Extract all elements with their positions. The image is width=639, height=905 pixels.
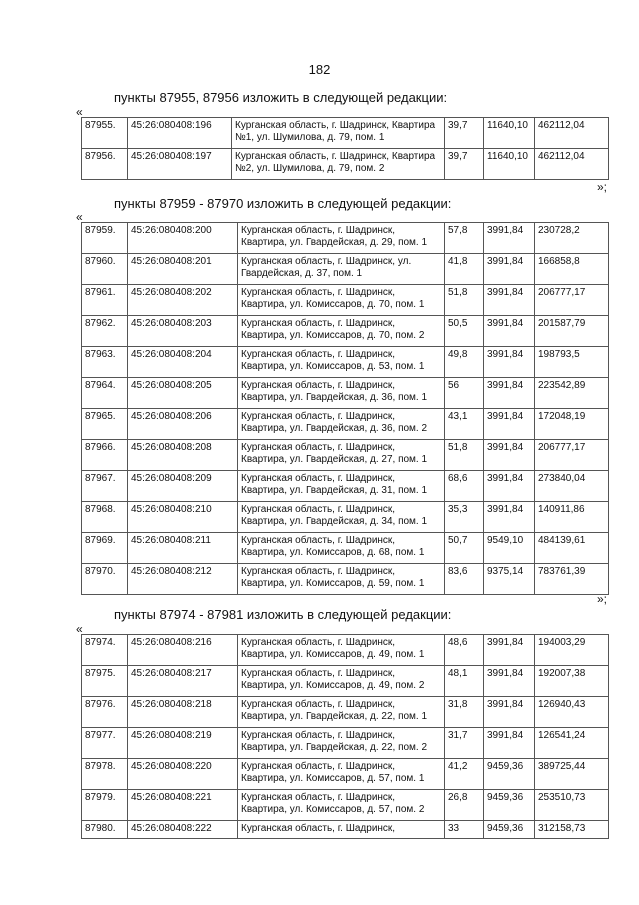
page-number: 182 — [308, 62, 331, 77]
table-row — [82, 666, 609, 697]
address-cell: Курганская область, г. Шадринск, Квартира, ул. Гвардейская, д. 31, пом. 1 — [238, 471, 445, 502]
cadastral-number-cell: 45:26:080408:200 — [128, 223, 238, 254]
cadastral-value-cell: 462112,04 — [535, 149, 609, 180]
cadastral-value-cell: 126541,24 — [535, 728, 609, 759]
cadastral-number-cell: 45:26:080408:220 — [128, 759, 238, 790]
area-cell: 56 — [445, 378, 484, 409]
address-cell: Курганская область, г. Шадринск, Квартира, ул. Гвардейская, д. 22, пом. 1 — [238, 697, 445, 728]
area-cell: 48,6 — [445, 635, 484, 666]
row-number-cell: 87975. — [82, 666, 128, 697]
row-number-cell: 87964. — [82, 378, 128, 409]
cadastral-value-cell: 172048,19 — [535, 409, 609, 440]
row-number-cell: 87979. — [82, 790, 128, 821]
cadastral-number-cell: 45:26:080408:221 — [128, 790, 238, 821]
row-number-cell: 87959. — [82, 223, 128, 254]
area-cell: 68,6 — [445, 471, 484, 502]
table-row — [82, 285, 609, 316]
area-cell: 49,8 — [445, 347, 484, 378]
row-number-cell: 87969. — [82, 533, 128, 564]
area-cell: 43,1 — [445, 409, 484, 440]
area-cell: 26,8 — [445, 790, 484, 821]
cadastral-value-per-unit-cell: 3991,84 — [484, 697, 535, 728]
row-number-cell: 87966. — [82, 440, 128, 471]
table-row — [82, 378, 609, 409]
table-row — [82, 564, 609, 595]
address-cell: Курганская область, г. Шадринск, Квартира, ул. Комиссаров, д. 59, пом. 1 — [238, 564, 445, 595]
table-row — [82, 149, 609, 180]
row-number-cell: 87961. — [82, 285, 128, 316]
area-cell: 35,3 — [445, 502, 484, 533]
cadastral-value-cell: 484139,61 — [535, 533, 609, 564]
cadastral-value-per-unit-cell: 3991,84 — [484, 285, 535, 316]
cadastral-value-cell: 783761,39 — [535, 564, 609, 595]
row-number-cell: 87968. — [82, 502, 128, 533]
address-cell: Курганская область, г. Шадринск, — [238, 821, 445, 839]
cadastral-value-cell: 194003,29 — [535, 635, 609, 666]
row-number-cell: 87960. — [82, 254, 128, 285]
cadastral-value-cell: 253510,73 — [535, 790, 609, 821]
table-row — [82, 254, 609, 285]
cadastral-value-per-unit-cell: 3991,84 — [484, 635, 535, 666]
address-cell: Курганская область, г. Шадринск, Квартира, ул. Комиссаров, д. 68, пом. 1 — [238, 533, 445, 564]
address-cell: Курганская область, г. Шадринск, Квартира, ул. Гвардейская, д. 34, пом. 1 — [238, 502, 445, 533]
cadastral-value-cell: 206777,17 — [535, 440, 609, 471]
cadastral-value-per-unit-cell: 9459,36 — [484, 821, 535, 839]
row-number-cell: 87962. — [82, 316, 128, 347]
cadastral-value-cell: 201587,79 — [535, 316, 609, 347]
area-cell: 31,8 — [445, 697, 484, 728]
area-cell: 41,2 — [445, 759, 484, 790]
cadastral-value-per-unit-cell: 3991,84 — [484, 440, 535, 471]
cadastral-number-cell: 45:26:080408:203 — [128, 316, 238, 347]
cadastral-value-cell: 389725,44 — [535, 759, 609, 790]
table-row — [82, 697, 609, 728]
area-cell: 39,7 — [445, 118, 484, 149]
area-cell: 41,8 — [445, 254, 484, 285]
table-row — [82, 118, 609, 149]
area-cell: 51,8 — [445, 440, 484, 471]
cadastral-value-cell: 140911,86 — [535, 502, 609, 533]
section-heading: пункты 87959 - 87970 изложить в следующей редакции: — [114, 196, 452, 211]
area-cell: 39,7 — [445, 149, 484, 180]
table-row — [82, 409, 609, 440]
table-row — [82, 790, 609, 821]
row-number-cell: 87976. — [82, 697, 128, 728]
address-cell: Курганская область, г. Шадринск, Квартира, ул. Гвардейская, д. 36, пом. 1 — [238, 378, 445, 409]
cadastral-number-cell: 45:26:080408:204 — [128, 347, 238, 378]
data-table — [81, 634, 609, 839]
table-row — [82, 347, 609, 378]
address-cell: Курганская область, г. Шадринск, Квартира, ул. Комиссаров, д. 57, пом. 1 — [238, 759, 445, 790]
cadastral-value-per-unit-cell: 9549,10 — [484, 533, 535, 564]
cadastral-value-per-unit-cell: 3991,84 — [484, 666, 535, 697]
address-cell: Курганская область, г. Шадринск, Квартира, ул. Гвардейская, д. 36, пом. 2 — [238, 409, 445, 440]
address-cell: Курганская область, г. Шадринск, Квартира №1, ул. Шумилова, д. 79, пом. 1 — [232, 118, 445, 149]
cadastral-number-cell: 45:26:080408:208 — [128, 440, 238, 471]
cadastral-value-cell: 312158,73 — [535, 821, 609, 839]
cadastral-value-per-unit-cell: 11640,10 — [484, 149, 535, 180]
address-cell: Курганская область, г. Шадринск, Квартира, ул. Гвардейская, д. 29, пом. 1 — [238, 223, 445, 254]
cadastral-number-cell: 45:26:080408:206 — [128, 409, 238, 440]
cadastral-value-per-unit-cell: 9459,36 — [484, 790, 535, 821]
cadastral-value-cell: 126940,43 — [535, 697, 609, 728]
address-cell: Курганская область, г. Шадринск, ул. Гвардейская, д. 37, пом. 1 — [238, 254, 445, 285]
cadastral-value-per-unit-cell: 3991,84 — [484, 728, 535, 759]
cadastral-number-cell: 45:26:080408:202 — [128, 285, 238, 316]
cadastral-value-per-unit-cell: 3991,84 — [484, 409, 535, 440]
address-cell: Курганская область, г. Шадринск, Квартира, ул. Комиссаров, д. 70, пом. 2 — [238, 316, 445, 347]
row-number-cell: 87980. — [82, 821, 128, 839]
cadastral-number-cell: 45:26:080408:201 — [128, 254, 238, 285]
table-row — [82, 471, 609, 502]
row-number-cell: 87955. — [82, 118, 128, 149]
cadastral-number-cell: 45:26:080408:217 — [128, 666, 238, 697]
table-row — [82, 759, 609, 790]
table-row — [82, 316, 609, 347]
address-cell: Курганская область, г. Шадринск, Квартира, ул. Комиссаров, д. 49, пом. 1 — [238, 635, 445, 666]
cadastral-number-cell: 45:26:080408:212 — [128, 564, 238, 595]
address-cell: Курганская область, г. Шадринск, Квартира, ул. Гвардейская, д. 27, пом. 1 — [238, 440, 445, 471]
row-number-cell: 87978. — [82, 759, 128, 790]
area-cell: 57,8 — [445, 223, 484, 254]
cadastral-value-per-unit-cell: 3991,84 — [484, 471, 535, 502]
area-cell: 50,5 — [445, 316, 484, 347]
open-quote: « — [76, 622, 83, 636]
table-row — [82, 821, 609, 839]
cadastral-value-per-unit-cell: 3991,84 — [484, 223, 535, 254]
cadastral-number-cell: 45:26:080408:222 — [128, 821, 238, 839]
address-cell: Курганская область, г. Шадринск, Квартира, ул. Комиссаров, д. 53, пом. 1 — [238, 347, 445, 378]
row-number-cell: 87965. — [82, 409, 128, 440]
address-cell: Курганская область, г. Шадринск, Квартира, ул. Комиссаров, д. 49, пом. 2 — [238, 666, 445, 697]
open-quote: « — [76, 105, 83, 119]
address-cell: Курганская область, г. Шадринск, Квартира, ул. Комиссаров, д. 57, пом. 2 — [238, 790, 445, 821]
table-row — [82, 728, 609, 759]
row-number-cell: 87977. — [82, 728, 128, 759]
cadastral-number-cell: 45:26:080408:218 — [128, 697, 238, 728]
cadastral-number-cell: 45:26:080408:211 — [128, 533, 238, 564]
row-number-cell: 87974. — [82, 635, 128, 666]
address-cell: Курганская область, г. Шадринск, Квартира, ул. Гвардейская, д. 22, пом. 2 — [238, 728, 445, 759]
table-row — [82, 635, 609, 666]
data-table — [81, 222, 609, 595]
cadastral-value-cell: 198793,5 — [535, 347, 609, 378]
address-cell: Курганская область, г. Шадринск, Квартира, ул. Комиссаров, д. 70, пом. 1 — [238, 285, 445, 316]
cadastral-value-cell: 192007,38 — [535, 666, 609, 697]
table-row — [82, 502, 609, 533]
data-table — [81, 117, 609, 180]
cadastral-number-cell: 45:26:080408:205 — [128, 378, 238, 409]
table-row — [82, 223, 609, 254]
row-number-cell: 87956. — [82, 149, 128, 180]
cadastral-value-per-unit-cell: 3991,84 — [484, 378, 535, 409]
cadastral-number-cell: 45:26:080408:196 — [128, 118, 232, 149]
cadastral-number-cell: 45:26:080408:219 — [128, 728, 238, 759]
section-heading: пункты 87955, 87956 изложить в следующей редакции: — [114, 90, 448, 105]
area-cell: 33 — [445, 821, 484, 839]
row-number-cell: 87963. — [82, 347, 128, 378]
close-quote: »; — [596, 180, 607, 194]
row-number-cell: 87970. — [82, 564, 128, 595]
area-cell: 31,7 — [445, 728, 484, 759]
table-row — [82, 440, 609, 471]
area-cell: 83,6 — [445, 564, 484, 595]
cadastral-number-cell: 45:26:080408:216 — [128, 635, 238, 666]
cadastral-value-per-unit-cell: 9375,14 — [484, 564, 535, 595]
cadastral-value-cell: 230728,2 — [535, 223, 609, 254]
cadastral-value-cell: 166858,8 — [535, 254, 609, 285]
area-cell: 51,8 — [445, 285, 484, 316]
cadastral-number-cell: 45:26:080408:197 — [128, 149, 232, 180]
cadastral-number-cell: 45:26:080408:210 — [128, 502, 238, 533]
cadastral-value-cell: 206777,17 — [535, 285, 609, 316]
cadastral-value-cell: 223542,89 — [535, 378, 609, 409]
open-quote: « — [76, 210, 83, 224]
cadastral-number-cell: 45:26:080408:209 — [128, 471, 238, 502]
cadastral-value-per-unit-cell: 3991,84 — [484, 254, 535, 285]
cadastral-value-per-unit-cell: 3991,84 — [484, 347, 535, 378]
address-cell: Курганская область, г. Шадринск, Квартира №2, ул. Шумилова, д. 79, пом. 2 — [232, 149, 445, 180]
area-cell: 50,7 — [445, 533, 484, 564]
cadastral-value-per-unit-cell: 3991,84 — [484, 316, 535, 347]
table-row — [82, 533, 609, 564]
cadastral-value-per-unit-cell: 11640,10 — [484, 118, 535, 149]
cadastral-value-per-unit-cell: 9459,36 — [484, 759, 535, 790]
cadastral-value-cell: 273840,04 — [535, 471, 609, 502]
area-cell: 48,1 — [445, 666, 484, 697]
cadastral-value-per-unit-cell: 3991,84 — [484, 502, 535, 533]
section-heading: пункты 87974 - 87981 изложить в следующей редакции: — [114, 607, 452, 622]
row-number-cell: 87967. — [82, 471, 128, 502]
cadastral-value-cell: 462112,04 — [535, 118, 609, 149]
close-quote: »; — [596, 592, 607, 606]
